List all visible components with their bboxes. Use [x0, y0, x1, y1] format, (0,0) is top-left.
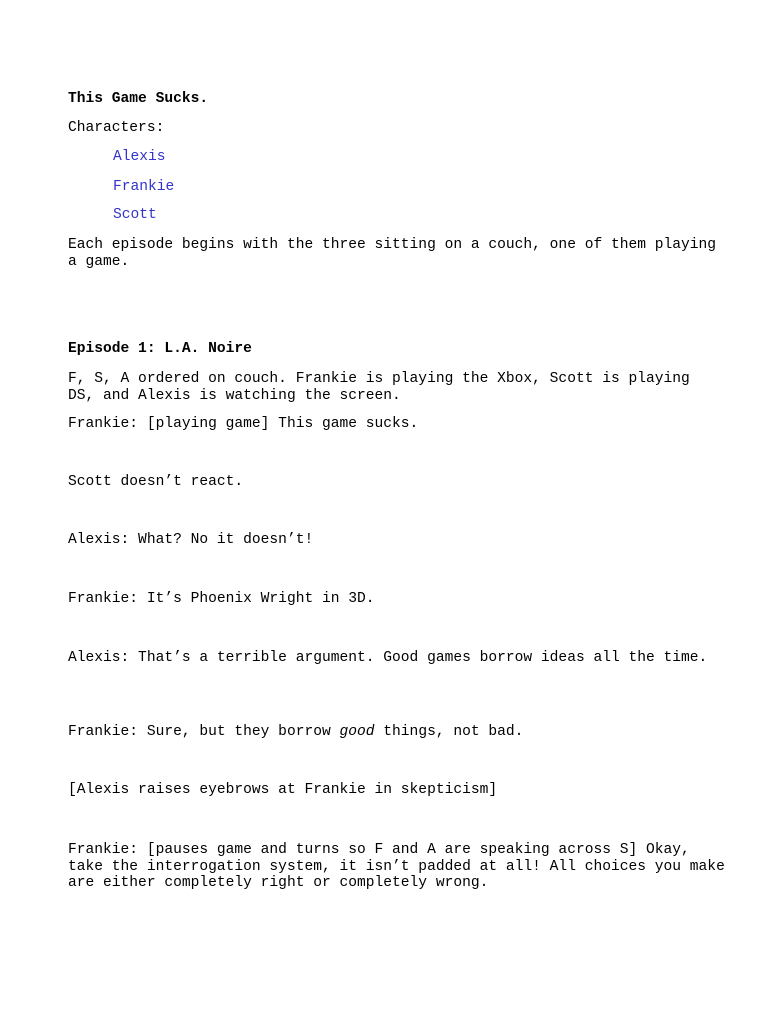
stage-direction: Scott doesn’t react. [68, 474, 244, 490]
document-title: This Game Sucks. [68, 91, 209, 107]
episode-setup: F, S, A ordered on couch. Frankie is playing the Xbox, Scott is playing DS, and Alexis is watching the screen. [68, 371, 699, 404]
dialogue-text: things, not bad. [374, 724, 524, 740]
episode-heading: Episode 1: L.A. Noire [68, 341, 252, 357]
character-alexis: Alexis [113, 149, 166, 165]
dialogue-line: Frankie: [playing game] This game sucks. [68, 416, 419, 432]
intro-paragraph: Each episode begins with the three sitting on a couch, one of them playing a game. [68, 237, 725, 270]
dialogue-text: Frankie: Sure, but they borrow [68, 724, 340, 740]
dialogue-line: Frankie: It’s Phoenix Wright in 3D. [68, 591, 375, 607]
dialogue-line: Alexis: What? No it doesn’t! [68, 532, 314, 548]
character-scott: Scott [113, 207, 157, 223]
dialogue-line [68, 724, 728, 741]
stage-direction: [Alexis raises eyebrows at Frankie in skepticism] [68, 782, 498, 798]
characters-label: Characters: [68, 120, 165, 136]
emphasized-word: good [339, 724, 375, 740]
dialogue-line: Alexis: That’s a terrible argument. Good games borrow ideas all the time. [68, 650, 708, 666]
dialogue-line: Frankie: [pauses game and turns so F and A are speaking across S] Okay, take the interrogation system, it isn’t padded at all! All choices you make are either completely right or completely wrong. [68, 842, 734, 891]
character-frankie: Frankie [113, 179, 175, 195]
